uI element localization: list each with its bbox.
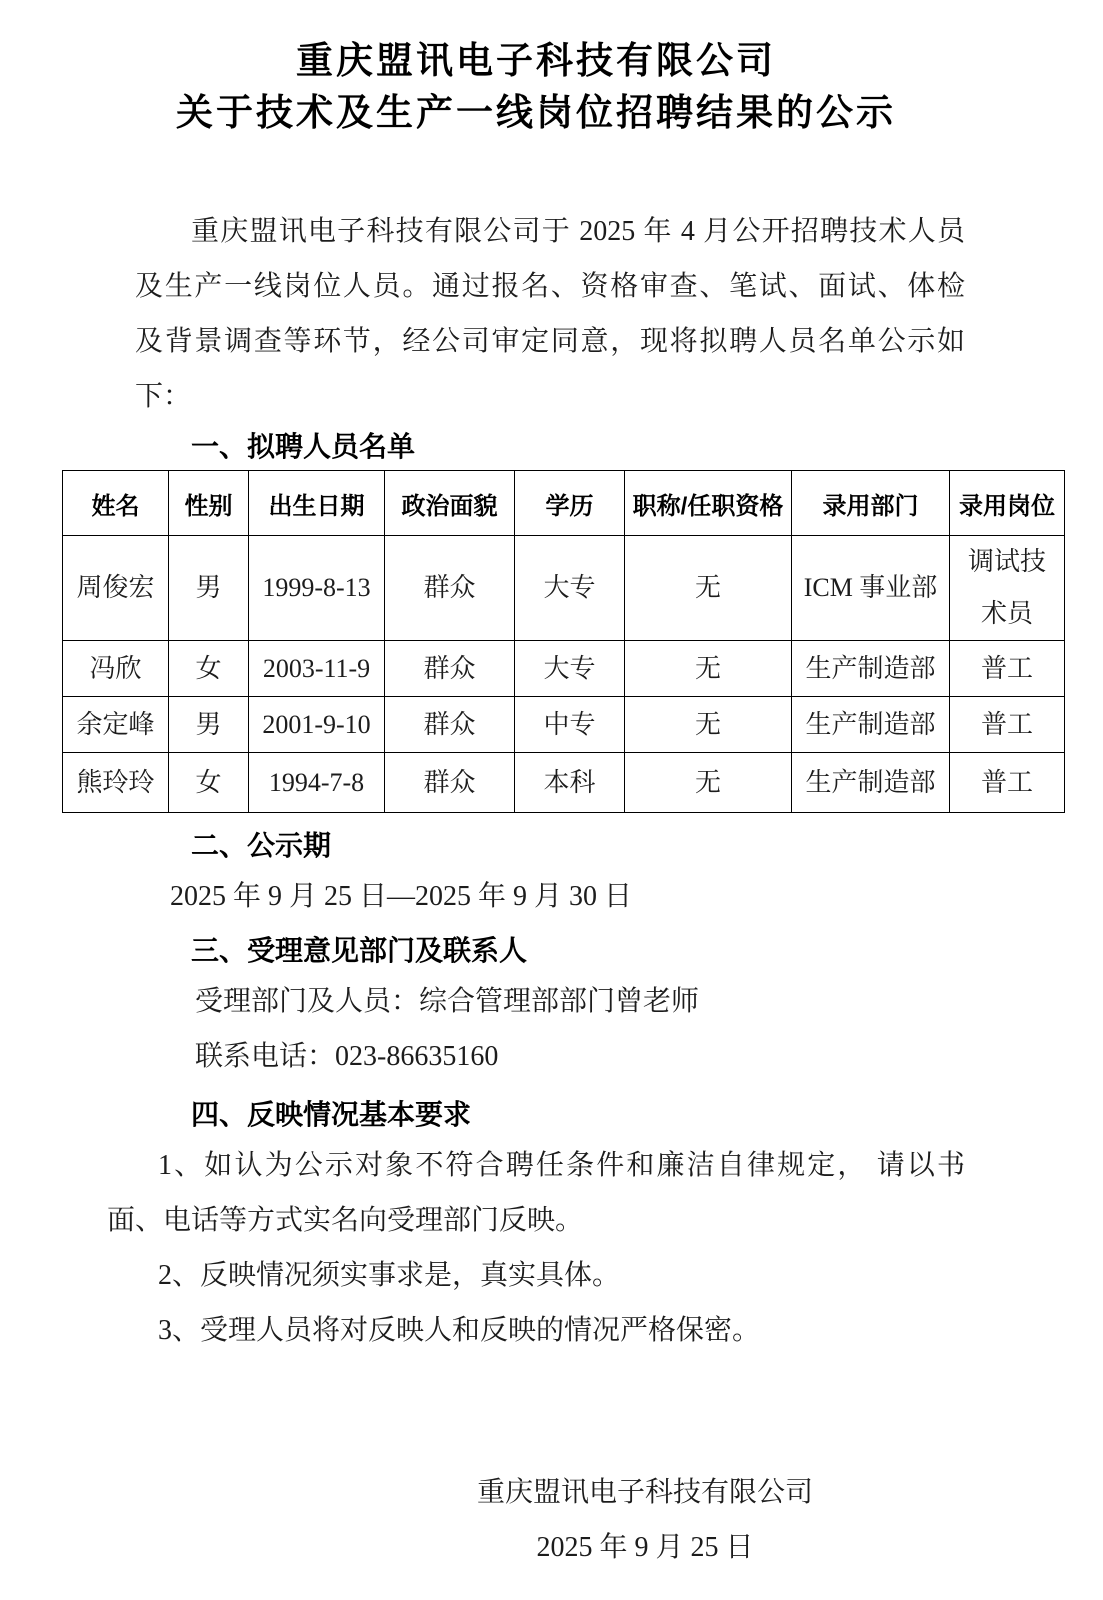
intro-line: 重庆盟讯电子科技有限公司于 2025 年 4 月公开招聘技术人员 (191, 216, 965, 247)
cell-name: 熊玲玲 (63, 753, 169, 813)
header-gender: 性别 (169, 471, 249, 536)
header-hired-position: 录用岗位 (950, 471, 1065, 536)
cell-education: 本科 (515, 753, 625, 813)
cell-hired-department: 生产制造部 (792, 753, 950, 813)
cell-name: 余定峰 (63, 697, 169, 753)
cell-political-status: 群众 (385, 536, 515, 641)
accepting-department-line: 受理部门及人员：综合管理部部门曾老师 (195, 986, 700, 1017)
table-row (63, 641, 1065, 697)
cell-hired-department: 生产制造部 (792, 641, 950, 697)
cell-hired-department: ICM 事业部 (792, 536, 950, 641)
cell-education: 大专 (515, 536, 625, 641)
cell-birthdate: 2003-11-9 (249, 641, 385, 697)
table-row (63, 697, 1065, 753)
cell-hired-position: 普工 (950, 697, 1065, 753)
candidate-table (62, 470, 1065, 813)
header-education: 学历 (515, 471, 625, 536)
cell-birthdate: 1994-7-8 (249, 753, 385, 813)
requirement-item-1-line-1: 1、如认为公示对象不符合聘任条件和廉洁自律规定， 请以书 (158, 1150, 965, 1181)
section-1-heading: 一、拟聘人员名单 (191, 431, 416, 462)
cell-political-status: 群众 (385, 697, 515, 753)
cell-gender: 男 (169, 536, 249, 641)
intro-line: 下： (135, 381, 192, 412)
cell-birthdate: 1999-8-13 (249, 536, 385, 641)
signature-company: 重庆盟讯电子科技有限公司 (476, 1477, 813, 1508)
requirement-item-2: 2、反映情况须实事求是，真实具体。 (158, 1260, 621, 1291)
intro-paragraph (135, 204, 965, 424)
cell-title-qualification: 无 (625, 641, 792, 697)
cell-political-status: 群众 (385, 641, 515, 697)
cell-gender: 男 (169, 697, 249, 753)
requirement-item-3: 3、受理人员将对反映人和反映的情况严格保密。 (158, 1315, 761, 1346)
header-name: 姓名 (63, 471, 169, 536)
header-title-qualification: 职称/任职资格 (625, 471, 792, 536)
title-line-2: 关于技术及生产一线岗位招聘结果的公示 (176, 93, 896, 134)
cell-gender: 女 (169, 641, 249, 697)
cell-title-qualification: 无 (625, 536, 792, 641)
cell-hired-position: 调试技术员 (950, 536, 1065, 641)
cell-education: 大专 (515, 641, 625, 697)
cell-political-status: 群众 (385, 753, 515, 813)
intro-line: 及背景调查等环节，经公司审定同意，现将拟聘人员名单公示如 (135, 326, 965, 357)
table-row (63, 536, 1065, 641)
cell-name: 周俊宏 (63, 536, 169, 641)
section-4-heading: 四、反映情况基本要求 (191, 1099, 472, 1130)
cell-gender: 女 (169, 753, 249, 813)
cell-hired-department: 生产制造部 (792, 697, 950, 753)
publicity-period: 2025 年 9 月 25 日—2025 年 9 月 30 日 (170, 881, 633, 912)
cell-title-qualification: 无 (625, 753, 792, 813)
table-row (63, 753, 1065, 813)
cell-title-qualification: 无 (625, 697, 792, 753)
contact-phone-line: 联系电话：023-86635160 (195, 1041, 499, 1072)
header-birthdate: 出生日期 (249, 471, 385, 536)
signature-date: 2025 年 9 月 25 日 (536, 1532, 754, 1563)
section-3-heading: 三、受理意见部门及联系人 (191, 935, 528, 966)
cell-education: 中专 (515, 697, 625, 753)
cell-name: 冯欣 (63, 641, 169, 697)
header-hired-department: 录用部门 (792, 471, 950, 536)
cell-birthdate: 2001-9-10 (249, 697, 385, 753)
table-header-row (63, 471, 1065, 536)
signature-block (445, 1465, 845, 1575)
document-title (107, 36, 965, 140)
requirement-item-1-line-2: 面、电话等方式实名向受理部门反映。 (107, 1205, 584, 1236)
header-political-status: 政治面貌 (385, 471, 515, 536)
cell-hired-position: 普工 (950, 641, 1065, 697)
cell-hired-position: 普工 (950, 753, 1065, 813)
title-line-1: 重庆盟讯电子科技有限公司 (296, 41, 776, 82)
section-2-heading: 二、公示期 (191, 830, 332, 861)
intro-line: 及生产一线岗位人员。通过报名、资格审查、笔试、面试、体检 (135, 271, 965, 302)
